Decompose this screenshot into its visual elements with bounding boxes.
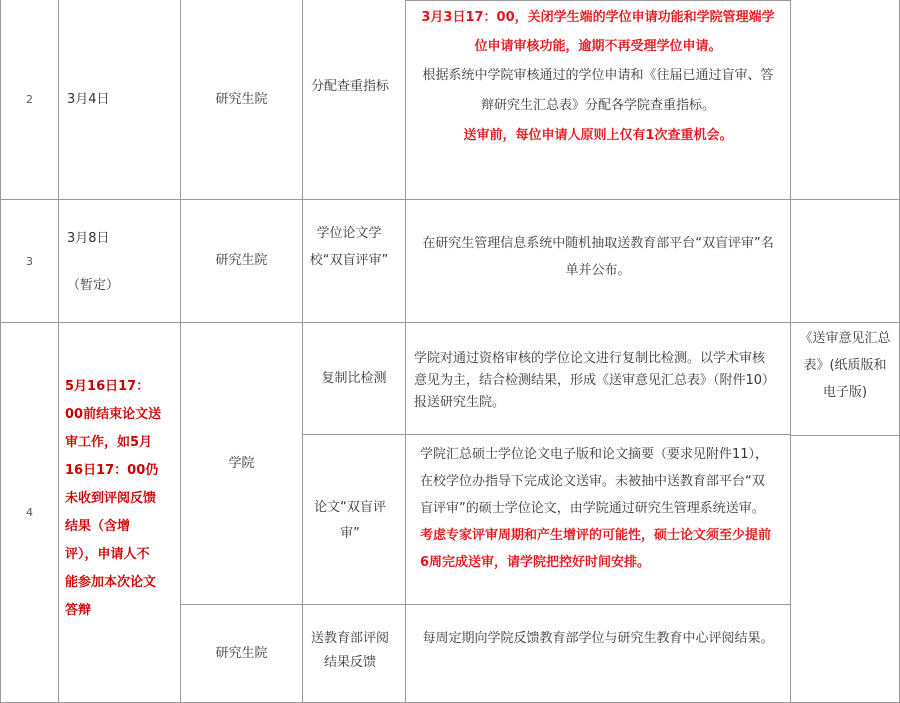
row2-task-cell <box>302 0 405 200</box>
row3-content-cell <box>405 200 790 323</box>
date-text: 3月8日 <box>67 231 110 246</box>
row2-dept-cell <box>180 0 302 200</box>
row-number: 2 <box>26 93 33 106</box>
content-red-notice: 3月3日17：00，关闭学生端的学位申请功能和学院管理端学位申请审核功能，逾期不再受理学位申请。 <box>421 10 775 54</box>
row-number: 4 <box>26 506 33 519</box>
row4c-task-cell <box>302 605 405 703</box>
row2-content-cell <box>405 0 790 200</box>
deadline-notice: 5月16日17：00前结束论文送审工作，如5月16日17：00仍未收到评阅反馈结果（含增评），申请人不能参加本次论文答辩 <box>65 379 162 618</box>
row4-date-cell <box>58 323 180 703</box>
content-text: 每周定期向学院反馈教育部学位与研究生教育中心评阅结果。 <box>422 631 774 646</box>
row4a-task-cell <box>302 323 405 435</box>
row4-dept-cell-college <box>180 323 302 605</box>
row4-num-cell <box>0 323 58 703</box>
dept-text: 学院 <box>228 456 255 471</box>
row4a-content-cell <box>405 323 790 435</box>
row4-note-cell-empty <box>790 435 900 703</box>
row2-num-cell <box>0 0 58 200</box>
dept-text: 研究生院 <box>215 645 268 661</box>
row3-task-cell <box>302 200 405 323</box>
dept-text: 研究生院 <box>215 253 268 268</box>
row4-note-cell <box>790 323 900 435</box>
date-note: （暂定） <box>67 278 120 293</box>
content-text: 学院对通过资格审核的学位论文进行复制比检测。以学术审核意见为主，结合检测结果，形成《送审意见汇总表》（附件10）报送研究生院。 <box>414 351 776 410</box>
task-text: 学位论文学校“双盲评审” <box>309 226 389 268</box>
task-text: 送教育部评阅结果反馈 <box>311 631 390 670</box>
dept-text: 研究生院 <box>215 91 268 107</box>
row2-note-cell <box>790 0 900 200</box>
row2-date-cell <box>58 0 180 200</box>
row-number: 3 <box>26 254 33 268</box>
content-text: 学院汇总硕士学位论文电子版和论文摘要（要求见附件11），在校学位办指导下完成论文送审。未被抽中送教育部平台“双盲评审”的硕士学位论文，由学院通过研究生管理系统送审。 <box>420 447 769 516</box>
content-red-notice: 考虑专家评审周期和产生增评的可能性，硕士论文须至少提前6周完成送审，请学院把控好时间安排。 <box>420 528 772 570</box>
content-text: 在研究生管理信息系统中随机抽取送教育部平台“双盲评审”名单并公布。 <box>422 236 774 278</box>
row3-num-cell <box>0 200 58 323</box>
date-text: 3月4日 <box>67 92 110 107</box>
row3-note-cell <box>790 200 900 323</box>
row4b-task-cell <box>302 435 405 605</box>
content-text: 根据系统中学院审核通过的学位申请和《往届已通过盲审、答辩研究生汇总表》分配各学院查重指标。 <box>422 68 774 113</box>
note-text: 《送审意见汇总表》(纸质版和电子版) <box>799 331 891 400</box>
row3-date-cell <box>58 200 180 323</box>
task-text: 分配查重指标 <box>311 79 390 94</box>
row3-dept-cell <box>180 200 302 323</box>
row4-dept-cell-grad <box>180 604 302 703</box>
row4c-content-cell <box>405 605 790 703</box>
row4b-content-cell <box>405 435 790 605</box>
content-red-notice-2: 送审前，每位申请人原则上仅有1次查重机会。 <box>463 128 733 143</box>
task-text: 论文“双盲评审” <box>314 500 386 541</box>
task-text: 复制比检测 <box>321 370 387 386</box>
